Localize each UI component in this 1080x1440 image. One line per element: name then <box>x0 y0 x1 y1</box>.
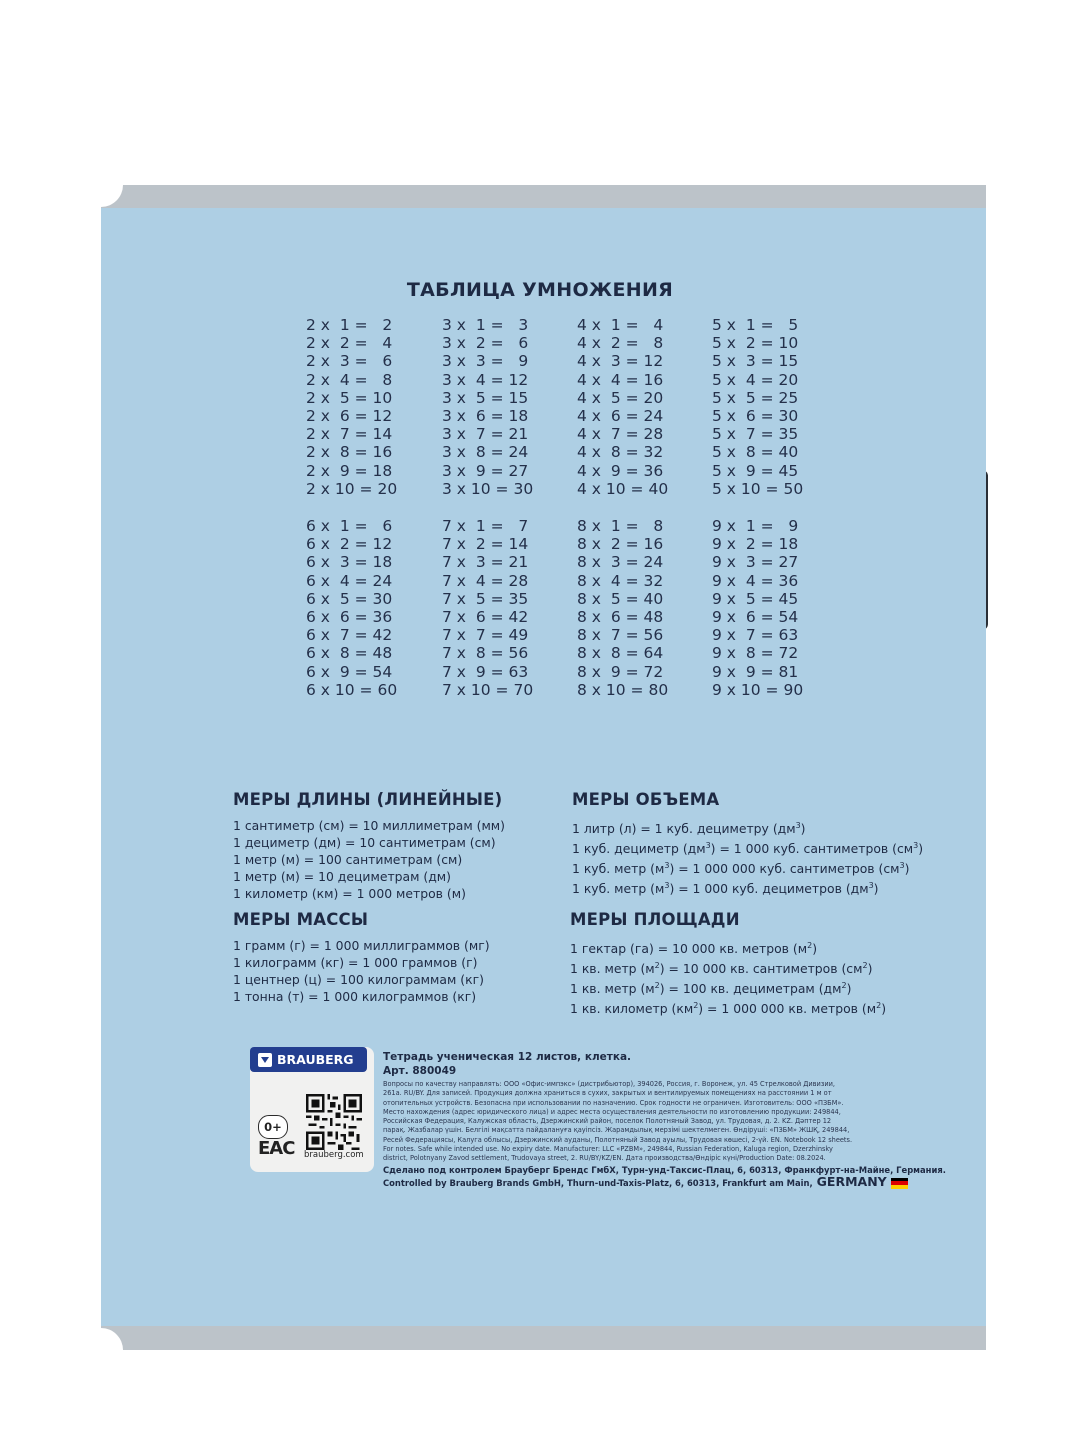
multiplication-row: 8 x 8 = 64 <box>577 644 664 663</box>
length-line: 1 сантиметр (см) = 10 миллиметрам (мм) <box>233 818 505 833</box>
multiplication-row: 7 x 4 = 28 <box>442 571 529 590</box>
line-text: 1 гектар (га) = 10 000 кв. метров (м <box>570 941 808 957</box>
unit-exponent: 2 <box>654 961 660 971</box>
volume-line <box>572 818 923 838</box>
multiplication-row: 5 x 9 = 45 <box>712 461 799 480</box>
length-line: 1 дециметр (дм) = 10 сантиметрам (см) <box>233 834 496 850</box>
area-line <box>570 998 886 1018</box>
german-flag-icon <box>891 1178 908 1189</box>
volume-title: МЕРЫ ОБЪЕМА <box>572 790 720 809</box>
multiplication-row: 3 x 1 = 3 <box>442 316 529 334</box>
multiplication-title: ТАБЛИЦА УМНОЖЕНИЯ <box>406 279 674 301</box>
multiplication-row: 2 x 2 = 4 <box>306 334 393 353</box>
multiplication-row: 2 x 3 = 6 <box>306 352 393 371</box>
multiplication-row: 4 x 5 = 20 <box>577 388 664 407</box>
unit-exponent: 3 <box>664 861 670 871</box>
multiplication-row: 3 x 5 = 15 <box>442 388 529 407</box>
multiplication-block <box>712 316 803 498</box>
multiplication-block <box>577 517 668 699</box>
product-article: Арт. 880049 <box>383 1065 457 1077</box>
multiplication-block <box>306 316 397 498</box>
product-info <box>383 1050 946 1189</box>
mass-title: МЕРЫ МАССЫ <box>233 910 369 929</box>
multiplication-row: 4 x 9 = 36 <box>577 461 664 480</box>
multiplication-row: 9 x 7 = 63 <box>712 626 799 645</box>
line-text: 1 куб. метр (м <box>572 861 665 877</box>
multiplication-row: 9 x 2 = 18 <box>712 535 799 554</box>
multiplication-row: 7 x 1 = 7 <box>442 517 529 535</box>
mass-measures <box>233 910 490 1006</box>
line-text: ) <box>800 821 806 837</box>
multiplication-row: 2 x 4 = 8 <box>306 370 393 389</box>
volume-line <box>572 858 923 878</box>
area-line <box>570 958 886 978</box>
unit-exponent: 2 <box>654 981 660 991</box>
multiplication-row: 6 x 3 = 18 <box>306 553 393 572</box>
unit-exponent: 2 <box>693 1001 699 1011</box>
multiplication-row: 4 x 1 = 4 <box>577 316 664 334</box>
volume-line <box>572 878 923 898</box>
line-text: ) <box>904 861 910 877</box>
multiplication-block <box>442 517 533 699</box>
control-ru-text: Сделано под контролем Брауберг Брендс ГмбХ, Турн-унд-Таксис-Плац, 6, 60313, Франкфурт-на-Майне, Германия. <box>383 1164 946 1175</box>
multiplication-row: 8 x 1 = 8 <box>577 517 664 535</box>
qr-code-icon <box>306 1094 362 1150</box>
brand-website: brauberg.com <box>304 1150 364 1160</box>
line-text: 1 кв. километр (км <box>570 1001 694 1017</box>
multiplication-row: 5 x 5 = 25 <box>712 388 799 407</box>
multiplication-row: 7 x 10 = 70 <box>442 680 534 699</box>
multiplication-row: 4 x 6 = 24 <box>577 407 664 426</box>
multiplication-row: 7 x 3 = 21 <box>442 553 529 572</box>
brand-logo <box>250 1047 367 1072</box>
control-en-line <box>383 1173 887 1189</box>
line-text: ) <box>846 981 852 997</box>
multiplication-block <box>442 316 533 498</box>
line-text: 1 кв. метр (м <box>570 961 655 977</box>
unit-exponent: 3 <box>913 841 919 851</box>
multiplication-row: 3 x 7 = 21 <box>442 425 529 444</box>
multiplication-row: 7 x 7 = 49 <box>442 626 529 645</box>
multiplication-row: 8 x 4 = 32 <box>577 571 664 590</box>
multiplication-row: 4 x 2 = 8 <box>577 334 664 353</box>
multiplication-row: 9 x 5 = 45 <box>712 589 799 608</box>
multiplication-row: 8 x 7 = 56 <box>577 626 664 645</box>
line-text: ) = 100 кв. дециметрам (дм <box>659 981 842 997</box>
multiplication-row: 8 x 2 = 16 <box>577 535 664 554</box>
age-rating-badge: 0+ <box>258 1115 288 1139</box>
multiplication-row: 6 x 8 = 48 <box>306 644 393 663</box>
eac-mark-icon: EAC <box>258 1138 295 1159</box>
multiplication-row: 5 x 10 = 50 <box>712 479 804 498</box>
line-text: 1 литр (л) = 1 куб. дециметру (дм <box>572 821 796 837</box>
multiplication-row: 6 x 10 = 60 <box>306 680 398 699</box>
multiplication-block <box>712 517 803 699</box>
mass-line: 1 килограмм (кг) = 1 000 граммов (г) <box>233 954 478 970</box>
multiplication-row: 6 x 2 = 12 <box>306 535 393 554</box>
multiplication-row: 5 x 8 = 40 <box>712 443 799 462</box>
multiplication-row: 5 x 3 = 15 <box>712 352 799 371</box>
unit-exponent: 3 <box>899 861 905 871</box>
multiplication-row: 5 x 7 = 35 <box>712 425 799 444</box>
multiplication-row: 9 x 9 = 81 <box>712 662 799 681</box>
multiplication-row: 7 x 8 = 56 <box>442 644 529 663</box>
line-text: ) <box>918 841 924 857</box>
line-text: ) = 10 000 кв. сантиметров (см <box>659 961 863 977</box>
multiplication-row: 4 x 3 = 12 <box>577 352 664 371</box>
unit-exponent: 3 <box>795 821 801 830</box>
multiplication-row: 9 x 3 = 27 <box>712 553 799 572</box>
multiplication-row: 6 x 5 = 30 <box>306 589 393 608</box>
line-text: ) = 1 000 000 кв. метров (м <box>698 1001 877 1017</box>
multiplication-row: 5 x 6 = 30 <box>712 407 799 426</box>
line-text: ) = 1 000 куб. дециметров (дм <box>669 881 869 897</box>
multiplication-row: 3 x 4 = 12 <box>442 370 529 389</box>
control-en-text: Controlled by Brauberg Brands GmbH, Thurn-und-Taxis-Platz, 6, 60313, Frankfurt am Main, <box>383 1177 813 1188</box>
volume-measures <box>572 790 923 898</box>
multiplication-row: 3 x 2 = 6 <box>442 334 529 353</box>
line-text: ) <box>873 881 879 897</box>
multiplication-row: 3 x 8 = 24 <box>442 443 529 462</box>
multiplication-row: 8 x 10 = 80 <box>577 680 669 699</box>
multiplication-row: 5 x 4 = 20 <box>712 370 799 389</box>
area-title: МЕРЫ ПЛОЩАДИ <box>570 910 740 929</box>
mass-line: 1 грамм (г) = 1 000 миллиграммов (мг) <box>233 938 490 953</box>
multiplication-row: 2 x 8 = 16 <box>306 443 393 462</box>
multiplication-row: 2 x 7 = 14 <box>306 425 393 444</box>
volume-line <box>572 838 923 858</box>
multiplication-row: 4 x 8 = 32 <box>577 443 664 462</box>
multiplication-row: 9 x 8 = 72 <box>712 644 799 663</box>
unit-exponent: 2 <box>862 961 868 971</box>
multiplication-row: 2 x 10 = 20 <box>306 479 398 498</box>
length-measures <box>233 790 505 903</box>
area-measures <box>570 910 886 1018</box>
multiplication-row: 8 x 9 = 72 <box>577 662 664 681</box>
line-text: 1 куб. дециметр (дм <box>572 841 706 857</box>
length-line: 1 метр (м) = 100 сантиметрам (см) <box>233 851 463 867</box>
multiplication-row: 3 x 3 = 9 <box>442 352 529 371</box>
brand-logo-icon <box>258 1053 272 1067</box>
line-text: ) <box>867 961 873 977</box>
multiplication-row: 3 x 10 = 30 <box>442 479 534 498</box>
multiplication-row: 3 x 9 = 27 <box>442 461 529 480</box>
multiplication-row: 4 x 4 = 16 <box>577 370 664 389</box>
multiplication-row: 6 x 9 = 54 <box>306 662 393 681</box>
multiplication-row: 6 x 4 = 24 <box>306 571 393 590</box>
unit-exponent: 3 <box>705 841 711 851</box>
multiplication-row: 9 x 1 = 9 <box>712 517 799 535</box>
multiplication-row: 3 x 6 = 18 <box>442 407 529 426</box>
product-legal-text: Вопросы по качеству направлять: ООО «Офис-импэкс» (дистрибьютор), 394026, Россия, г. Воронеж, ул. 45 Стрелковой Дивизии, 261а. RU/BY. Для записей. Продукция должна храниться в сухих, закрытых и вентилируемых помещениях на расстоянии 1 м от отопительных устройств. Безопасна при использовании по назначению. Срок годности не ограничен. Изготовитель: ООО «ПЗБМ». Место нахождения (адрес юридического лица) и адрес места осуществления деятельности по изготовлению продукции: 249844, Российская Федерация, Калужская область, Дзержинский район, поселок Полотняный Завод, ул. Трудовая, д. 2. KZ. Дәптер 12 парақ. Жазбалар үшін. Белгілі мақсатта пайдалануға қауіпсіз. Жарамдылық мерзімі шектелмеген. Өндіруші: «ПЗБМ» ЖШҚ, 249844, Ресей Федерациясы, Калуга облысы, Дзержинский ауданы, Полотняный Завод ауылы, Трудовая көшесі, 2-үй. EN. Notebook 12 sheets. For notes. Safe while intended use. No expiry date. Manufacturer: LLC «PZBM», 249844, Russian Federation, Kaluga region, Dzerzhinsky district, Polotnyany Zavod settlement, Trudovaya street, 2. RU/BY/KZ/EN. Дата производства/Өндіріс күні/Production Date: 08.2024. <box>383 1080 853 1163</box>
area-line <box>570 978 886 998</box>
mass-line: 1 центнер (ц) = 100 килограммам (кг) <box>233 971 484 987</box>
multiplication-row: 7 x 6 = 42 <box>442 608 529 627</box>
multiplication-row: 9 x 6 = 54 <box>712 608 799 627</box>
multiplication-row: 6 x 7 = 42 <box>306 626 393 645</box>
multiplication-row: 8 x 5 = 40 <box>577 589 664 608</box>
multiplication-row: 5 x 2 = 10 <box>712 334 799 353</box>
line-text: 1 куб. метр (м <box>572 881 665 897</box>
line-text: ) = 1 000 000 куб. сантиметров (см <box>669 861 900 877</box>
multiplication-row: 2 x 6 = 12 <box>306 407 393 426</box>
multiplication-row: 2 x 5 = 10 <box>306 388 393 407</box>
country-name: GERMANY <box>816 1173 887 1189</box>
area-line <box>570 938 886 958</box>
length-line: 1 метр (м) = 10 дециметрам (дм) <box>233 868 451 884</box>
multiplication-block <box>577 316 668 498</box>
multiplication-row: 7 x 2 = 14 <box>442 535 529 554</box>
multiplication-row: 8 x 3 = 24 <box>577 553 664 572</box>
line-text: ) <box>812 941 818 957</box>
multiplication-row: 9 x 10 = 90 <box>712 680 804 699</box>
unit-exponent: 3 <box>664 881 670 891</box>
line-text: ) <box>881 1001 887 1017</box>
multiplication-block <box>306 517 397 699</box>
multiplication-row: 8 x 6 = 48 <box>577 608 664 627</box>
line-text: 1 кв. метр (м <box>570 981 655 997</box>
multiplication-row: 7 x 5 = 35 <box>442 589 529 608</box>
unit-exponent: 2 <box>807 941 813 950</box>
mass-line: 1 тонна (т) = 1 000 килограммов (кг) <box>233 988 477 1004</box>
multiplication-row: 2 x 1 = 2 <box>306 316 393 334</box>
brand-name: BRAUBERG <box>277 1052 354 1067</box>
multiplication-row: 2 x 9 = 18 <box>306 461 393 480</box>
length-line: 1 километр (км) = 1 000 метров (м) <box>233 885 466 901</box>
multiplication-row: 5 x 1 = 5 <box>712 316 799 334</box>
line-text: ) = 1 000 куб. сантиметров (см <box>710 841 914 857</box>
unit-exponent: 2 <box>841 981 847 991</box>
unit-exponent: 2 <box>876 1001 882 1011</box>
multiplication-row: 4 x 7 = 28 <box>577 425 664 444</box>
unit-exponent: 3 <box>868 881 874 891</box>
multiplication-row: 6 x 6 = 36 <box>306 608 393 627</box>
length-title: МЕРЫ ДЛИНЫ (ЛИНЕЙНЫЕ) <box>233 790 503 809</box>
multiplication-row: 9 x 4 = 36 <box>712 571 799 590</box>
multiplication-row: 6 x 1 = 6 <box>306 517 393 535</box>
product-name: Тетрадь ученическая 12 листов, клетка. <box>383 1051 632 1063</box>
multiplication-row: 7 x 9 = 63 <box>442 662 529 681</box>
multiplication-row: 4 x 10 = 40 <box>577 479 669 498</box>
